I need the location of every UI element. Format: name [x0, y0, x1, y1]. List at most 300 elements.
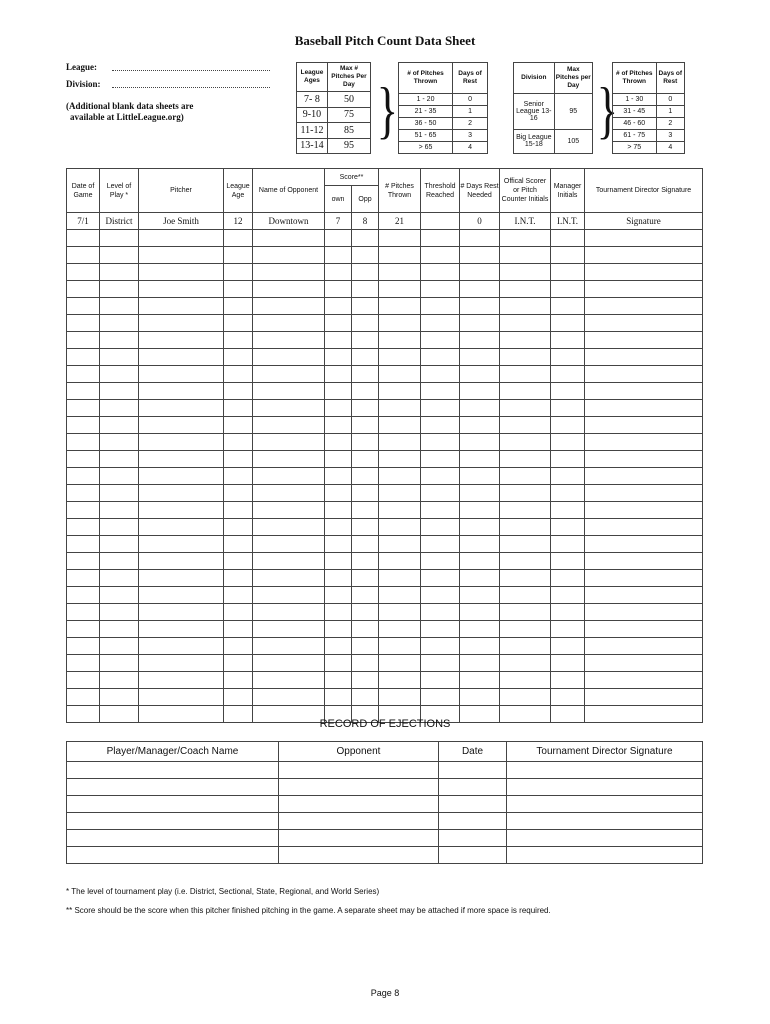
- entry-cell[interactable]: [253, 621, 325, 638]
- entry-cell[interactable]: [139, 502, 224, 519]
- entry-cell[interactable]: [139, 298, 224, 315]
- entry-cell[interactable]: [460, 383, 500, 400]
- entry-cell[interactable]: [500, 434, 551, 451]
- entry-cell[interactable]: [379, 230, 421, 247]
- ejection-cell[interactable]: [507, 762, 703, 779]
- entry-cell[interactable]: [460, 689, 500, 706]
- entry-cell[interactable]: [585, 264, 703, 281]
- entry-cell[interactable]: [460, 587, 500, 604]
- entry-cell[interactable]: [352, 383, 379, 400]
- entry-cell[interactable]: [100, 315, 139, 332]
- entry-cell[interactable]: [253, 315, 325, 332]
- entry-cell[interactable]: [67, 281, 100, 298]
- entry-cell[interactable]: [379, 553, 421, 570]
- entry-cell[interactable]: [67, 298, 100, 315]
- entry-cell[interactable]: [585, 417, 703, 434]
- entry-cell[interactable]: [352, 621, 379, 638]
- entry-cell[interactable]: [551, 417, 585, 434]
- entry-cell[interactable]: [460, 417, 500, 434]
- entry-cell[interactable]: [67, 230, 100, 247]
- entry-cell[interactable]: [460, 638, 500, 655]
- entry-cell[interactable]: [100, 400, 139, 417]
- entry-cell[interactable]: [551, 315, 585, 332]
- entry-cell[interactable]: [139, 468, 224, 485]
- entry-cell[interactable]: [379, 519, 421, 536]
- entry-cell[interactable]: [551, 621, 585, 638]
- entry-cell[interactable]: [67, 315, 100, 332]
- ejection-cell[interactable]: [507, 847, 703, 864]
- entry-cell[interactable]: [551, 519, 585, 536]
- entry-cell[interactable]: [67, 332, 100, 349]
- entry-cell[interactable]: [551, 485, 585, 502]
- entry-cell[interactable]: [500, 468, 551, 485]
- entry-cell[interactable]: [500, 604, 551, 621]
- entry-cell[interactable]: [421, 349, 460, 366]
- entry-cell[interactable]: [551, 281, 585, 298]
- entry-cell[interactable]: [224, 604, 253, 621]
- entry-cell[interactable]: [100, 587, 139, 604]
- entry-cell[interactable]: [460, 451, 500, 468]
- entry-cell[interactable]: [500, 230, 551, 247]
- entry-cell[interactable]: [224, 230, 253, 247]
- entry-cell[interactable]: [500, 315, 551, 332]
- entry-cell[interactable]: [551, 536, 585, 553]
- entry-cell[interactable]: [379, 281, 421, 298]
- entry-cell[interactable]: [139, 451, 224, 468]
- entry-cell[interactable]: [421, 672, 460, 689]
- entry-cell[interactable]: [67, 655, 100, 672]
- ejection-cell[interactable]: [67, 830, 279, 847]
- entry-cell[interactable]: [500, 638, 551, 655]
- entry-cell[interactable]: [421, 519, 460, 536]
- entry-cell[interactable]: [139, 621, 224, 638]
- entry-cell[interactable]: [379, 366, 421, 383]
- entry-cell[interactable]: [551, 383, 585, 400]
- entry-cell[interactable]: [100, 417, 139, 434]
- entry-cell[interactable]: [421, 638, 460, 655]
- entry-cell[interactable]: [253, 383, 325, 400]
- entry-cell[interactable]: [379, 587, 421, 604]
- entry-cell[interactable]: [352, 281, 379, 298]
- entry-cell[interactable]: [224, 332, 253, 349]
- entry-cell[interactable]: [139, 383, 224, 400]
- entry-cell[interactable]: [500, 400, 551, 417]
- entry-cell[interactable]: [253, 604, 325, 621]
- entry-cell[interactable]: [100, 230, 139, 247]
- entry-cell[interactable]: [352, 247, 379, 264]
- entry-cell[interactable]: [500, 349, 551, 366]
- entry-cell[interactable]: [325, 366, 352, 383]
- entry-cell[interactable]: [585, 655, 703, 672]
- entry-cell[interactable]: [224, 383, 253, 400]
- division-field[interactable]: [112, 87, 270, 88]
- entry-cell[interactable]: [325, 570, 352, 587]
- entry-cell[interactable]: [460, 264, 500, 281]
- ejection-cell[interactable]: [67, 762, 279, 779]
- entry-cell[interactable]: [100, 468, 139, 485]
- entry-cell[interactable]: [421, 434, 460, 451]
- entry-cell[interactable]: [551, 247, 585, 264]
- entry-cell[interactable]: [460, 247, 500, 264]
- entry-cell[interactable]: [500, 332, 551, 349]
- entry-cell[interactable]: [139, 536, 224, 553]
- entry-cell[interactable]: [224, 536, 253, 553]
- ejection-cell[interactable]: [439, 796, 507, 813]
- entry-cell[interactable]: [460, 332, 500, 349]
- entry-cell[interactable]: [421, 587, 460, 604]
- entry-cell[interactable]: [100, 553, 139, 570]
- entry-cell[interactable]: [224, 281, 253, 298]
- entry-cell[interactable]: [500, 536, 551, 553]
- entry-cell[interactable]: [585, 349, 703, 366]
- entry-cell[interactable]: [500, 655, 551, 672]
- entry-cell[interactable]: [352, 519, 379, 536]
- entry-cell[interactable]: [224, 264, 253, 281]
- entry-cell[interactable]: [139, 638, 224, 655]
- entry-cell[interactable]: [379, 638, 421, 655]
- entry-cell[interactable]: [421, 230, 460, 247]
- entry-cell[interactable]: [585, 400, 703, 417]
- entry-cell[interactable]: [352, 655, 379, 672]
- entry-cell[interactable]: [379, 502, 421, 519]
- entry-cell[interactable]: [100, 570, 139, 587]
- entry-cell[interactable]: [460, 570, 500, 587]
- entry-cell[interactable]: [551, 672, 585, 689]
- ejection-cell[interactable]: [439, 762, 507, 779]
- entry-cell[interactable]: [224, 587, 253, 604]
- entry-cell[interactable]: [500, 553, 551, 570]
- entry-cell[interactable]: [352, 570, 379, 587]
- entry-cell[interactable]: [379, 655, 421, 672]
- entry-cell[interactable]: [421, 332, 460, 349]
- entry-cell[interactable]: [224, 570, 253, 587]
- entry-cell[interactable]: [585, 604, 703, 621]
- entry-cell[interactable]: [379, 536, 421, 553]
- entry-cell[interactable]: [352, 689, 379, 706]
- entry-cell[interactable]: [421, 417, 460, 434]
- entry-cell[interactable]: [500, 672, 551, 689]
- entry-cell[interactable]: [500, 587, 551, 604]
- entry-cell[interactable]: [460, 485, 500, 502]
- entry-cell[interactable]: [500, 502, 551, 519]
- entry-cell[interactable]: [100, 281, 139, 298]
- entry-cell[interactable]: [253, 281, 325, 298]
- entry-cell[interactable]: [379, 468, 421, 485]
- entry-cell[interactable]: [139, 604, 224, 621]
- entry-cell[interactable]: [352, 366, 379, 383]
- entry-cell[interactable]: [325, 621, 352, 638]
- entry-cell[interactable]: [421, 298, 460, 315]
- entry-cell[interactable]: [352, 264, 379, 281]
- entry-cell[interactable]: [421, 604, 460, 621]
- entry-cell[interactable]: [460, 553, 500, 570]
- entry-cell[interactable]: [551, 230, 585, 247]
- entry-cell[interactable]: [500, 621, 551, 638]
- entry-cell[interactable]: [352, 638, 379, 655]
- entry-cell[interactable]: [421, 621, 460, 638]
- entry-cell[interactable]: [585, 536, 703, 553]
- entry-cell[interactable]: [67, 587, 100, 604]
- entry-cell[interactable]: [551, 451, 585, 468]
- entry-cell[interactable]: [421, 570, 460, 587]
- entry-cell[interactable]: [67, 638, 100, 655]
- entry-cell[interactable]: [421, 383, 460, 400]
- entry-cell[interactable]: [100, 264, 139, 281]
- entry-cell[interactable]: [585, 230, 703, 247]
- entry-cell[interactable]: [460, 230, 500, 247]
- entry-cell[interactable]: [67, 604, 100, 621]
- entry-cell[interactable]: [500, 298, 551, 315]
- entry-cell[interactable]: [551, 553, 585, 570]
- entry-cell[interactable]: [352, 400, 379, 417]
- entry-cell[interactable]: [100, 502, 139, 519]
- entry-cell[interactable]: [421, 247, 460, 264]
- entry-cell[interactable]: [100, 638, 139, 655]
- entry-cell[interactable]: [325, 281, 352, 298]
- entry-cell[interactable]: [253, 655, 325, 672]
- entry-cell[interactable]: [500, 264, 551, 281]
- entry-cell[interactable]: [352, 485, 379, 502]
- entry-cell[interactable]: [100, 604, 139, 621]
- ejection-cell[interactable]: [507, 779, 703, 796]
- entry-cell[interactable]: [379, 451, 421, 468]
- entry-cell[interactable]: [500, 383, 551, 400]
- entry-cell[interactable]: [253, 553, 325, 570]
- entry-cell[interactable]: [139, 434, 224, 451]
- entry-cell[interactable]: [379, 621, 421, 638]
- entry-cell[interactable]: [139, 315, 224, 332]
- entry-cell[interactable]: [325, 587, 352, 604]
- ejection-cell[interactable]: [279, 779, 439, 796]
- entry-cell[interactable]: [253, 349, 325, 366]
- entry-cell[interactable]: [379, 315, 421, 332]
- entry-cell[interactable]: [585, 672, 703, 689]
- entry-cell[interactable]: [253, 366, 325, 383]
- entry-cell[interactable]: [100, 519, 139, 536]
- entry-cell[interactable]: [421, 536, 460, 553]
- entry-cell[interactable]: [67, 417, 100, 434]
- entry-cell[interactable]: [253, 638, 325, 655]
- entry-cell[interactable]: [67, 366, 100, 383]
- entry-cell[interactable]: [325, 247, 352, 264]
- entry-cell[interactable]: [139, 264, 224, 281]
- entry-cell[interactable]: [585, 621, 703, 638]
- entry-cell[interactable]: [253, 570, 325, 587]
- entry-cell[interactable]: [253, 417, 325, 434]
- entry-cell[interactable]: [100, 383, 139, 400]
- entry-cell[interactable]: [67, 672, 100, 689]
- entry-cell[interactable]: [421, 400, 460, 417]
- entry-cell[interactable]: [551, 502, 585, 519]
- entry-cell[interactable]: [100, 247, 139, 264]
- entry-cell[interactable]: [139, 672, 224, 689]
- entry-cell[interactable]: [100, 689, 139, 706]
- entry-cell[interactable]: [551, 332, 585, 349]
- ejection-cell[interactable]: [279, 830, 439, 847]
- entry-cell[interactable]: [379, 349, 421, 366]
- entry-cell[interactable]: [253, 434, 325, 451]
- entry-cell[interactable]: [585, 434, 703, 451]
- entry-cell[interactable]: [67, 468, 100, 485]
- entry-cell[interactable]: [460, 400, 500, 417]
- entry-cell[interactable]: [224, 689, 253, 706]
- entry-cell[interactable]: [421, 485, 460, 502]
- entry-cell[interactable]: [551, 587, 585, 604]
- entry-cell[interactable]: [325, 315, 352, 332]
- entry-cell[interactable]: [585, 638, 703, 655]
- entry-cell[interactable]: [253, 468, 325, 485]
- entry-cell[interactable]: [67, 519, 100, 536]
- entry-cell[interactable]: [421, 553, 460, 570]
- entry-cell[interactable]: [500, 485, 551, 502]
- entry-cell[interactable]: [224, 417, 253, 434]
- entry-cell[interactable]: [325, 519, 352, 536]
- ejection-cell[interactable]: [439, 847, 507, 864]
- entry-cell[interactable]: [325, 451, 352, 468]
- entry-cell[interactable]: [100, 332, 139, 349]
- entry-cell[interactable]: [460, 536, 500, 553]
- entry-cell[interactable]: [379, 689, 421, 706]
- entry-cell[interactable]: [585, 570, 703, 587]
- ejection-cell[interactable]: [67, 796, 279, 813]
- entry-cell[interactable]: [585, 689, 703, 706]
- entry-cell[interactable]: [585, 587, 703, 604]
- entry-cell[interactable]: [379, 672, 421, 689]
- entry-cell[interactable]: [585, 332, 703, 349]
- entry-cell[interactable]: [325, 655, 352, 672]
- entry-cell[interactable]: [379, 383, 421, 400]
- entry-cell[interactable]: [352, 417, 379, 434]
- entry-cell[interactable]: [67, 451, 100, 468]
- entry-cell[interactable]: [460, 349, 500, 366]
- entry-cell[interactable]: [224, 349, 253, 366]
- entry-cell[interactable]: [460, 502, 500, 519]
- entry-cell[interactable]: [421, 281, 460, 298]
- entry-cell[interactable]: [500, 417, 551, 434]
- ejection-cell[interactable]: [507, 813, 703, 830]
- entry-cell[interactable]: [500, 570, 551, 587]
- entry-cell[interactable]: [325, 502, 352, 519]
- entry-cell[interactable]: [421, 468, 460, 485]
- entry-cell[interactable]: [460, 366, 500, 383]
- entry-cell[interactable]: [551, 298, 585, 315]
- entry-cell[interactable]: [139, 570, 224, 587]
- ejection-cell[interactable]: [67, 779, 279, 796]
- entry-cell[interactable]: [352, 434, 379, 451]
- entry-cell[interactable]: [224, 366, 253, 383]
- entry-cell[interactable]: [325, 485, 352, 502]
- entry-cell[interactable]: [224, 468, 253, 485]
- entry-cell[interactable]: [379, 604, 421, 621]
- entry-cell[interactable]: [67, 621, 100, 638]
- entry-cell[interactable]: [352, 315, 379, 332]
- entry-cell[interactable]: [585, 366, 703, 383]
- entry-cell[interactable]: [460, 315, 500, 332]
- entry-cell[interactable]: [139, 281, 224, 298]
- entry-cell[interactable]: [352, 502, 379, 519]
- entry-cell[interactable]: [352, 230, 379, 247]
- ejection-cell[interactable]: [67, 813, 279, 830]
- entry-cell[interactable]: [325, 298, 352, 315]
- entry-cell[interactable]: [551, 434, 585, 451]
- entry-cell[interactable]: [100, 451, 139, 468]
- entry-cell[interactable]: [551, 655, 585, 672]
- entry-cell[interactable]: [139, 655, 224, 672]
- entry-cell[interactable]: [325, 468, 352, 485]
- entry-cell[interactable]: [585, 383, 703, 400]
- entry-cell[interactable]: [585, 519, 703, 536]
- entry-cell[interactable]: [551, 400, 585, 417]
- entry-cell[interactable]: [253, 451, 325, 468]
- entry-cell[interactable]: [585, 502, 703, 519]
- league-field[interactable]: [112, 70, 270, 71]
- entry-cell[interactable]: [460, 621, 500, 638]
- entry-cell[interactable]: [325, 604, 352, 621]
- ejection-cell[interactable]: [507, 830, 703, 847]
- entry-cell[interactable]: [379, 485, 421, 502]
- entry-cell[interactable]: [100, 655, 139, 672]
- entry-cell[interactable]: [100, 621, 139, 638]
- entry-cell[interactable]: [585, 315, 703, 332]
- entry-cell[interactable]: [67, 400, 100, 417]
- entry-cell[interactable]: [352, 604, 379, 621]
- entry-cell[interactable]: [224, 485, 253, 502]
- entry-cell[interactable]: [139, 689, 224, 706]
- entry-cell[interactable]: [421, 366, 460, 383]
- entry-cell[interactable]: [67, 264, 100, 281]
- entry-cell[interactable]: [500, 451, 551, 468]
- entry-cell[interactable]: [325, 400, 352, 417]
- entry-cell[interactable]: [379, 417, 421, 434]
- entry-cell[interactable]: [421, 451, 460, 468]
- entry-cell[interactable]: [379, 434, 421, 451]
- entry-cell[interactable]: [325, 672, 352, 689]
- ejection-cell[interactable]: [439, 813, 507, 830]
- ejection-cell[interactable]: [439, 830, 507, 847]
- ejection-cell[interactable]: [439, 779, 507, 796]
- entry-cell[interactable]: [352, 553, 379, 570]
- ejection-cell[interactable]: [507, 796, 703, 813]
- entry-cell[interactable]: [139, 553, 224, 570]
- entry-cell[interactable]: [100, 298, 139, 315]
- entry-cell[interactable]: [325, 230, 352, 247]
- entry-cell[interactable]: [379, 247, 421, 264]
- entry-cell[interactable]: [224, 553, 253, 570]
- entry-cell[interactable]: [585, 281, 703, 298]
- entry-cell[interactable]: [325, 417, 352, 434]
- entry-cell[interactable]: [253, 485, 325, 502]
- entry-cell[interactable]: [139, 587, 224, 604]
- entry-cell[interactable]: [139, 417, 224, 434]
- entry-cell[interactable]: [460, 434, 500, 451]
- entry-cell[interactable]: [139, 349, 224, 366]
- entry-cell[interactable]: [253, 536, 325, 553]
- entry-cell[interactable]: [139, 400, 224, 417]
- entry-cell[interactable]: [551, 468, 585, 485]
- entry-cell[interactable]: [325, 349, 352, 366]
- entry-cell[interactable]: [325, 383, 352, 400]
- entry-cell[interactable]: [379, 400, 421, 417]
- entry-cell[interactable]: [421, 315, 460, 332]
- entry-cell[interactable]: [500, 689, 551, 706]
- entry-cell[interactable]: [67, 689, 100, 706]
- entry-cell[interactable]: [253, 298, 325, 315]
- entry-cell[interactable]: [379, 332, 421, 349]
- entry-cell[interactable]: [253, 502, 325, 519]
- entry-cell[interactable]: [139, 485, 224, 502]
- entry-cell[interactable]: [67, 349, 100, 366]
- entry-cell[interactable]: [551, 604, 585, 621]
